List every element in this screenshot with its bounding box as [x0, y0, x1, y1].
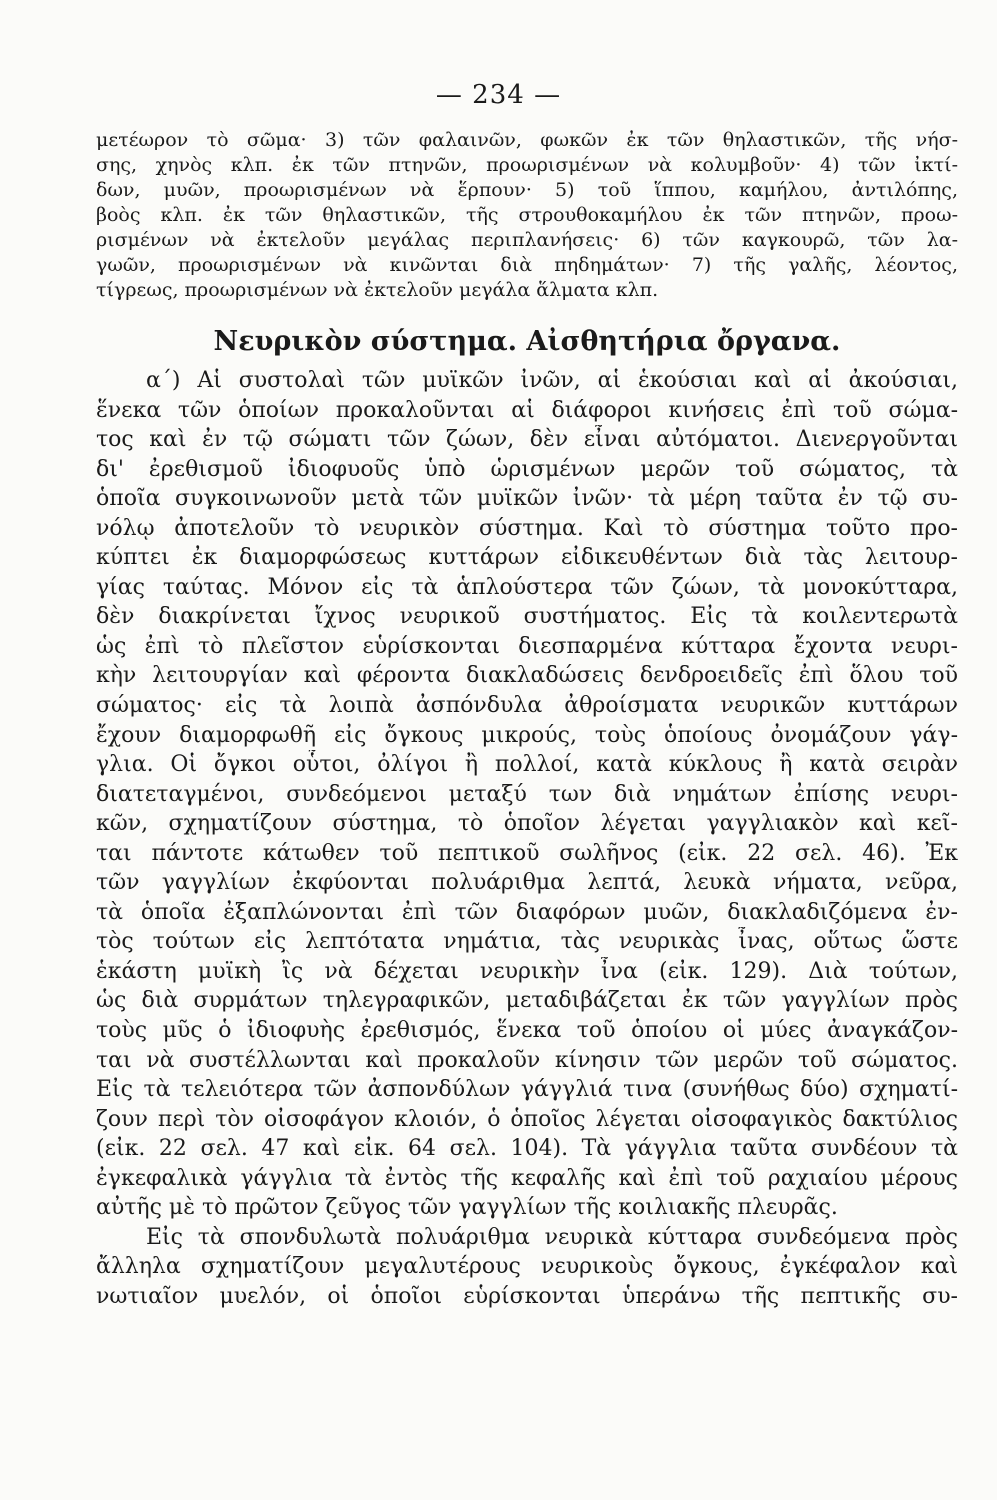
text-line: ὡς διὰ συρμάτων τηλεγραφικῶν, μεταδιβάζεται ἐκ τῶν γαγγλίων πρὸς — [96, 988, 958, 1014]
text-line: γίας ταύτας. Μόνον εἰς τὰ ἁπλούστερα τῶν ζώων, τὰ μονοκύτταρα, — [96, 574, 958, 600]
text-line: τοὺς μῦς ὁ ἰδιοφυὴς ἐρεθισμός, ἕνεκα τοῦ ὁποίου οἱ μύες ἀναγκάζον- — [96, 1018, 958, 1044]
text-line: κῶν, σχηματίζουν σύστημα, τὸ ὁποῖον λέγεται γαγγλιακὸν καὶ κεῖ- — [96, 811, 958, 837]
text-line: Εἰς τὰ σπονδυλωτὰ πολυάριθμα νευρικὰ κύτταρα συνδεόμενα πρὸς — [146, 1224, 958, 1250]
text-line: ἐγκεφαλικὰ γάγγλια τὰ ἐντὸς τῆς κεφαλῆς καὶ ἐπὶ τοῦ ραχιαίου μέρους — [96, 1165, 958, 1191]
text-line: τὰ ὁποῖα ἐξαπλώνονται ἐπὶ τῶν διαφόρων μυῶν, διακλαδιζόμενα ἐν- — [96, 899, 958, 925]
text-line: ρισμένων νὰ ἐκτελοῦν μεγάλας περιπλανήσεις· 6) τῶν καγκουρῶ, τῶν λα- — [96, 229, 958, 251]
body-text — [96, 366, 958, 1312]
intro-paragraph — [96, 128, 958, 303]
text-line: ἔχουν διαμορφωθῆ εἰς ὄγκους μικρούς, τοὺς ὁποίους ὀνομάζουν γάγ- — [96, 722, 958, 748]
text-line: ὁποῖα συγκοινωνοῦν μετὰ τῶν μυϊκῶν ἰνῶν· τὰ μέρη ταῦτα ἐν τῷ συ- — [96, 486, 958, 512]
text-line: τῶν γαγγλίων ἐκφύονται πολυάριθμα λεπτά, λευκὰ νήματα, νεῦρα, — [96, 870, 958, 896]
text-line: ζουν περὶ τὸν οἰσοφάγον κλοιόν, ὁ ὁποῖος λέγεται οἰσοφαγικὸς δακτύλιος — [96, 1106, 958, 1132]
page-number: — 234 — — [435, 80, 562, 110]
text-line: μετέωρον τὸ σῶμα· 3) τῶν φαλαινῶν, φωκῶν ἐκ τῶν θηλαστικῶν, τῆς νήσ- — [96, 129, 958, 151]
text-line: (εἰκ. 22 σελ. 47 καὶ εἰκ. 64 σελ. 104). Τὰ γάγγλια ταῦτα συνδέουν τὰ — [96, 1136, 958, 1162]
text-line: τος καὶ ἐν τῷ σώματι τῶν ζώων, δὲν εἶναι αὐτόματοι. Διενεργοῦνται — [96, 427, 958, 453]
text-line: αὐτῆς μὲ τὸ πρῶτον ζεῦγος τῶν γαγγλίων τῆς κοιλιακῆς πλευρᾶς. — [96, 1195, 838, 1221]
text-line: νόλῳ ἀποτελοῦν τὸ νευρικὸν σύστημα. Καὶ τὸ σύστημα τοῦτο προ- — [96, 515, 958, 541]
text-line: ἄλληλα σχηματίζουν μεγαλυτέρους νευρικοὺς ὄγκους, ἐγκέφαλον καὶ — [96, 1254, 958, 1280]
text-line: τὸς τούτων εἰς λεπτότατα νημάτια, τὰς νευρικὰς ἶνας, οὕτως ὥστε — [96, 929, 958, 955]
text-line: ται νὰ συστέλλωνται καὶ προκαλοῦν κίνησιν τῶν μερῶν τοῦ σώματος. — [96, 1047, 958, 1073]
text-line: Εἰς τὰ τελειότερα τῶν ἀσπονδύλων γάγγλιά τινα (συνήθως δύο) σχηματί- — [96, 1077, 958, 1103]
text-line: ται πάντοτε κάτωθεν τοῦ πεπτικοῦ σωλῆνος (εἰκ. 22 σελ. 46). Ἐκ — [96, 840, 958, 866]
text-line: δὲν διακρίνεται ἴχνος νευρικοῦ συστήματος. Εἰς τὰ κοιλεντερωτὰ — [96, 604, 958, 630]
text-line: σης, χηνὸς κλπ. ἐκ τῶν πτηνῶν, προωρισμένων νὰ κολυμβοῦν· 4) τῶν ἰκτί- — [96, 154, 958, 176]
text-line: ὡς ἐπὶ τὸ πλεῖστον εὑρίσκονται διεσπαρμένα κύτταρα ἔχοντα νευρι- — [96, 633, 958, 659]
text-line: ἑκάστη μυϊκὴ ἲς νὰ δέχεται νευρικὴν ἶνα (εἰκ. 129). Διὰ τούτων, — [96, 958, 958, 984]
text-line: κὴν λειτουργίαν καὶ φέροντα διακλαδώσεις δενδροειδεῖς ἐπὶ ὅλου τοῦ — [96, 663, 958, 689]
text-line: γωῶν, προωρισμένων νὰ κινῶνται διὰ πηδημάτων· 7) τῆς γαλῆς, λέοντος, — [96, 254, 958, 276]
text-line: κύπτει ἐκ διαμορφώσεως κυττάρων εἰδικευθέντων διὰ τὰς λειτουρ- — [96, 545, 958, 571]
text-line: διατεταγμένοι, συνδεόμενοι μεταξύ των διὰ νημάτων ἐπίσης νευρι- — [96, 781, 958, 807]
text-line: γλια. Οἱ ὄγκοι οὗτοι, ὀλίγοι ἢ πολλοί, κατὰ κύκλους ἢ κατὰ σειρὰν — [96, 752, 958, 778]
text-line: α΄) Αἱ συστολαὶ τῶν μυϊκῶν ἰνῶν, αἱ ἑκούσιαι καὶ αἱ ἀκούσιαι, — [146, 368, 958, 393]
text-line: ἕνεκα τῶν ὁποίων προκαλοῦνται αἱ διάφοροι κινήσεις ἐπὶ τοῦ σώμα- — [96, 397, 958, 423]
text-line: δων, μυῶν, προωρισμένων νὰ ἕρπουν· 5) τοῦ ἵππου, καμήλου, ἀντιλόπης, — [96, 179, 958, 201]
text-line: τίγρεως, προωρισμένων νὰ ἐκτελοῦν μεγάλα ἅλματα κλπ. — [96, 279, 659, 301]
text-line: σώματος· εἰς τὰ λοιπὰ ἀσπόνδυλα ἀθροίσματα νευρικῶν κυττάρων — [96, 693, 958, 719]
text-line: νωτιαῖον μυελόν, οἱ ὁποῖοι εὑρίσκονται ὑπεράνω τῆς πεπτικῆς συ- — [96, 1283, 958, 1309]
text-line: δι' ἐρεθισμοῦ ἰδιοφυοῦς ὑπὸ ὡρισμένων μερῶν τοῦ σώματος, τὰ — [96, 456, 958, 482]
section-heading: Νευρικὸν σύστημα. Αἰσθητήρια ὄργανα. — [213, 326, 841, 357]
text-line: βοὸς κλπ. ἐκ τῶν θηλαστικῶν, τῆς στρουθοκαμήλου ἐκ τῶν πτηνῶν, προω- — [96, 204, 958, 226]
